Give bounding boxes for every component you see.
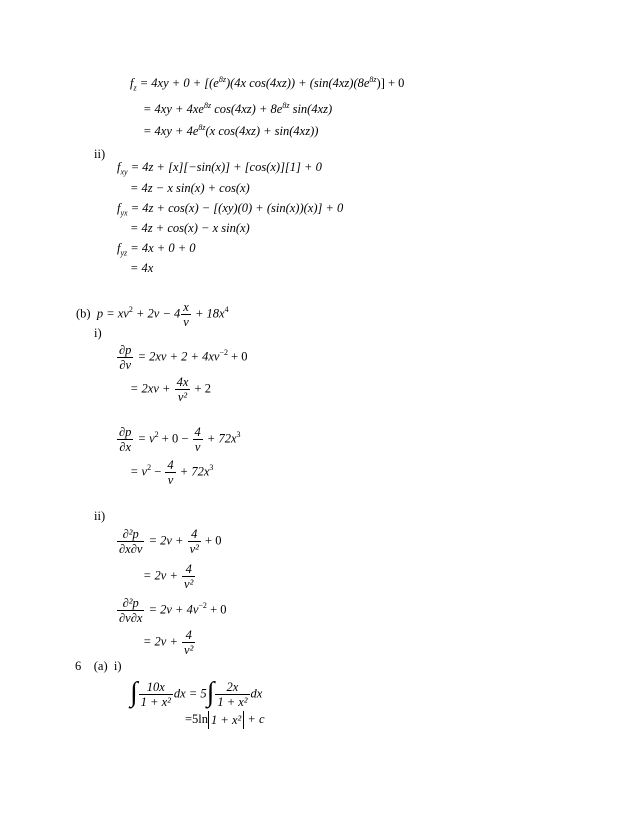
dpdv-rhs1-exp: −2	[219, 348, 228, 358]
dpdx-rhs2-num: 4	[167, 458, 174, 472]
fyx-line-1	[117, 201, 344, 218]
dpdx-rhs1-num: 4	[194, 425, 201, 439]
dpdx-line-2	[130, 458, 213, 487]
fz-l3-part-b: (x cos(4xz) + sin(4xz))	[205, 124, 319, 138]
fz-l2-exp1: 8z	[203, 100, 212, 110]
dpdv-rhs2-b: + 2	[191, 381, 211, 396]
dpdv-rhs1: = 2xv + 2 + 4xv	[134, 349, 220, 364]
fz-l3-exp: 8z	[198, 122, 206, 132]
dpdv-line-1	[116, 343, 248, 372]
fyx-rhs: = 4z + cos(x) − [(xy)(0) + (sin(x))(x)] + 0	[127, 201, 344, 215]
dpdx-rhs2-exp: 2	[147, 463, 152, 473]
int2-den: 1 + x²	[217, 695, 248, 709]
part-b-i-label: i)	[94, 326, 102, 340]
fyz-rhs: = 4x + 0 + 0	[127, 241, 196, 255]
dpdx-rhs2-b: −	[151, 464, 165, 479]
int1-fraction	[139, 680, 173, 709]
int1-num: 10x	[139, 680, 173, 695]
d2-vx-2-num: 4	[182, 628, 195, 643]
fxy-line-1	[117, 160, 322, 177]
d2-vx-rhs-b: + 0	[206, 602, 227, 617]
part-b-ii-label: ii)	[94, 509, 106, 523]
dpdx-rhs2-exp2: 3	[209, 463, 214, 473]
result-ln: =5ln	[185, 712, 209, 726]
p-exp2: 4	[224, 305, 229, 315]
d2-xv-2-fraction	[182, 562, 195, 591]
d2-xv-2-num: 4	[182, 562, 195, 577]
fz-line-1	[130, 74, 405, 93]
dpdx-den: ∂x	[119, 440, 132, 454]
q6-header	[75, 659, 122, 673]
q6-number: 6	[75, 659, 82, 673]
dpdx-fraction	[117, 425, 133, 454]
fz-l1-exp2: 8z	[369, 74, 377, 84]
fz-l1-part-c: )(4x cos(4xz)) + (sin(4xz)(8e	[225, 76, 370, 90]
d2-vx-rhs-a: = 2v + 4v	[145, 602, 199, 617]
d2-vx-2-den: v²	[184, 643, 194, 657]
d2-xv-line-2	[143, 562, 196, 591]
d2-xv-rhs-a: = 2v +	[145, 533, 187, 548]
fz-line-3	[143, 124, 318, 138]
fyz-symbol: f	[117, 241, 121, 255]
int1-dx: dx = 5	[173, 686, 207, 701]
d2-xv-rhs-b: + 0	[201, 533, 222, 548]
q6-part: (a)	[93, 659, 108, 673]
dpdx-rhs1-c: + 72x	[203, 431, 237, 446]
dpdx-rhs2-a: = v	[130, 464, 148, 479]
p-fraction	[181, 300, 191, 329]
integral-sign-1: ∫	[130, 677, 138, 709]
d2-vx-line-2	[143, 628, 196, 657]
p-frac-den: v	[183, 315, 189, 329]
fyz-line-2: = 4x	[130, 261, 154, 275]
fz-l1-exp1: 8z	[218, 74, 226, 84]
dpdx-rhs1-den: v	[194, 440, 201, 454]
d2-xv-rhs-den: v²	[189, 542, 199, 556]
p-end: + 18x	[191, 306, 225, 321]
d2-xv-2-den: v²	[184, 577, 194, 591]
fyx-subscript: yx	[120, 208, 128, 218]
d2-vx-num: ∂²p	[117, 596, 144, 611]
fyz-subscript: yz	[120, 248, 128, 258]
d2-vx-fraction	[117, 596, 144, 625]
fz-l2-part-c: sin(4xz)	[289, 102, 333, 116]
result-constant: + c	[247, 712, 265, 726]
dpdx-rhs1-a: = v	[134, 431, 155, 446]
p-lhs: p = xv	[96, 306, 129, 321]
dpdv-rhs2-fraction	[175, 375, 191, 404]
dpdv-fraction	[117, 343, 133, 372]
int2-fraction	[215, 680, 249, 709]
dpdv-num: ∂p	[119, 343, 132, 357]
dpdx-rhs1-b: + 0 −	[158, 431, 192, 446]
fxy-line-2: = 4z − x sin(x) + cos(x)	[130, 181, 250, 195]
q6-sub: i)	[113, 659, 122, 673]
d2-vx-den: ∂v∂x	[119, 611, 143, 625]
p-mid: + 2v − 4	[132, 306, 181, 321]
p-frac-num: x	[183, 300, 189, 314]
d2-vx-rhs-exp: −2	[198, 601, 207, 611]
fxy-subscript: xy	[120, 167, 128, 177]
fz-l2-part-a: = 4xy + 4xe	[143, 102, 204, 116]
dpdx-rhs2-den: v	[167, 473, 174, 487]
dpdx-rhs1-fraction	[193, 425, 203, 454]
fz-line-2	[143, 102, 332, 116]
fz-l3-part-a: = 4xy + 4e	[143, 124, 199, 138]
integral-sign-2: ∫	[206, 677, 215, 709]
d2-vx-2-fraction	[182, 628, 195, 657]
int2-dx: dx	[250, 686, 263, 701]
dpdv-line-2	[130, 375, 211, 404]
q6-integral-line	[130, 677, 263, 709]
result-abs: 1 + x²	[208, 711, 244, 729]
dpdx-rhs2-fraction	[165, 458, 175, 487]
d2-xv-2-a: = 2v +	[143, 568, 182, 583]
fxy-rhs: = 4z + [x][−sin(x)] + [cos(x)][1] + 0	[127, 160, 322, 174]
fz-subscript: z	[133, 83, 137, 93]
d2-xv-rhs-fraction	[188, 527, 201, 556]
fz-l1-part-d: )] + 0	[376, 76, 405, 90]
part-b-equation	[76, 300, 229, 329]
d2-xv-line-1	[116, 527, 221, 556]
fz-l2-part-b: cos(4xz) + 8e	[211, 102, 283, 116]
fz-l2-exp2: 8z	[282, 100, 290, 110]
dpdx-num: ∂p	[119, 425, 132, 439]
dpdx-rhs1-exp: 2	[154, 430, 159, 440]
dpdv-rhs2-num: 4x	[176, 375, 189, 389]
dpdx-rhs1-exp2: 3	[236, 430, 241, 440]
d2-xv-rhs-num: 4	[188, 527, 201, 542]
d2-xv-num: ∂²p	[117, 527, 144, 542]
fz-l1-part-b: = 4xy + 0 + [(e	[136, 76, 219, 90]
dpdv-rhs2-a: = 2xv +	[130, 381, 174, 396]
dpdv-rhs1-end: + 0	[227, 349, 248, 364]
dpdx-rhs2-c: + 72x	[176, 464, 210, 479]
d2-xv-den: ∂x∂v	[119, 542, 143, 556]
fyx-symbol: f	[117, 201, 121, 215]
q6-result-line	[185, 710, 265, 729]
part-b-label: (b)	[76, 306, 91, 321]
part-ii-label: ii)	[94, 147, 106, 161]
fz-symbol: f	[130, 76, 134, 90]
fyx-line-2: = 4z + cos(x) − x sin(x)	[130, 221, 250, 235]
d2-xv-fraction	[117, 527, 144, 556]
int1-den: 1 + x²	[140, 695, 171, 709]
dpdv-den: ∂v	[119, 358, 132, 372]
d2-vx-2-a: = 2v +	[143, 634, 182, 649]
dpdx-line-1	[116, 425, 241, 454]
fxy-symbol: f	[117, 160, 121, 174]
fyz-line-1	[117, 241, 196, 258]
int2-num: 2x	[215, 680, 249, 695]
d2-vx-line-1	[116, 596, 227, 625]
dpdv-rhs2-den: v²	[177, 390, 188, 404]
p-exp1: 2	[128, 305, 133, 315]
